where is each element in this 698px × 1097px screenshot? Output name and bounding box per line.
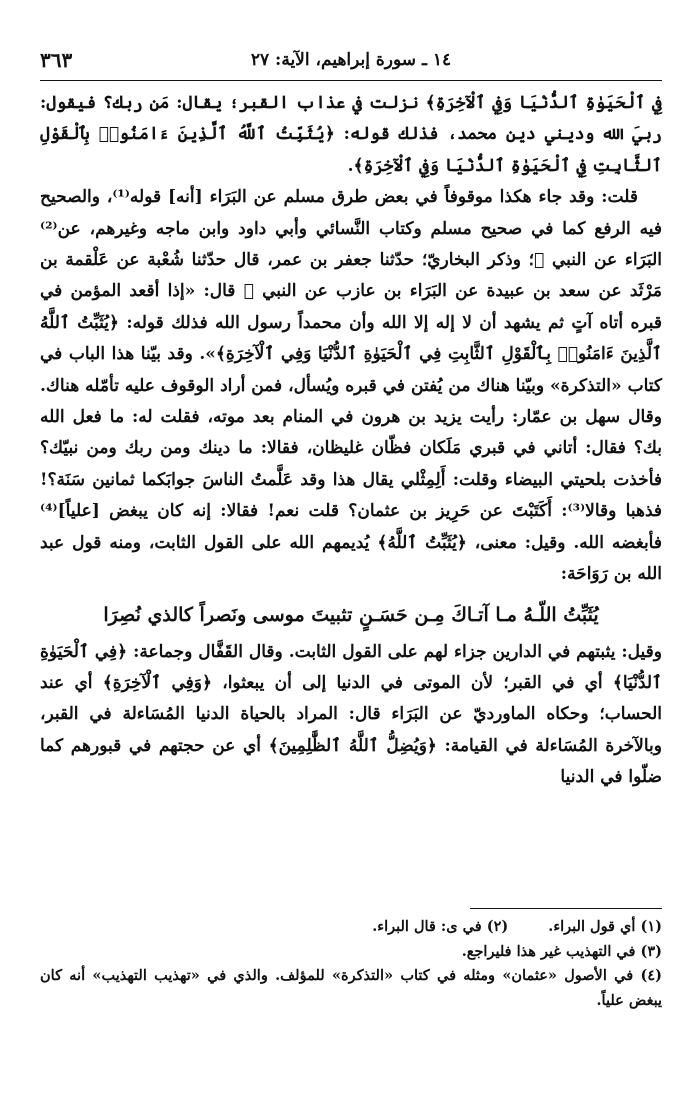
paragraph-1: فِي ٱلْحَيَوٰةِ ٱلدُّنْيَا وَفِي ٱلْآخِرَةِ﴾ نزلت في عذاب القبر؛ يقال: مَن ربك؟ فيقول: ربيَ الله وديني دين محمد، فذلك قوله: ﴿يُثَبِّتُ ٱللَّهُ ٱلَّذِينَ ءَامَنُوا۟ بِٱلْقَوْلِ ٱلثَّابِتِ فِي ٱلْحَيَوٰةِ ٱلدُّنْيَا وَفِي ٱلْآخِرَةِ﴾.: [40, 93, 662, 176]
page-number: ٣٦٣: [40, 48, 73, 72]
paragraph-2: قلت: وقد جاء هكذا موقوفاً في بعض طرق مسلم عن البَرَاء [أنه] قوله⁽¹⁾، والصحيح فيه الرفع كما في صحيح مسلم وكتاب النَّسائي وأبي داود وابن ماجه وغيرهم، عن⁽²⁾ البَرَاء عن النبي ﷺ؛ وذكر البخاريّ؛ حدّثنا جعفر بن عمر، قال حدّثنا شُعْبة عن عَلْقمة بن مَرْثَد عن سعد بن عبيدة عن البَرَاء بن عازب عن النبي ﷺ قال: «إذا أقعد المؤمن في قبره أتاه آتٍ ثم يشهد أن لا إله إلا الله وأن محمداً رسول الله فذلك قوله: ﴿يُثَبِّتُ ٱللَّهُ ٱلَّذِينَ ءَامَنُوا۟ بِٱلْقَوْلِ ٱلثَّابِتِ فِي ٱلْحَيَوٰةِ ٱلدُّنْيَا وَفِي ٱلْآخِرَةِ﴾». وقد بيّنا هذا الباب في كتاب «التذكرة» وبيّنا هناك من يُفتن في قبره ويُسأل، فمن أراد الوقوف عليه تأمّله هناك. وقال سهل بن عمّار: رأيت يزيد بن هرون في المنام بعد موته، فقلت له: ما فعل الله بك؟ فقال: أتاني في قبري مَلَكان فظّان غليظان، فقالا: ما دينك ومن ربك ومن نبيّك؟ فأخذت بلحيتي البيضاء وقلت: أَلِمِثْلي يقال هذا وقد عَلَّمتُ الناسَ جوابَكما ثمانين سَنَة؟! فذهبا وقالا⁽³⁾: أَكَتَبْتَ عن حَرِيز بن عثمان؟ قلت نعم! فقالا: إنه كان يبغض [علياً]⁽⁴⁾ فأبغضه الله. وقيل: معنى، ﴿يُثَبِّتُ ٱللَّهُ﴾ يُديمهم الله على القول الثابت، ومنه قول عبد الله بن رَوَاحَة:: [40, 187, 662, 585]
paragraph-3: وقيل: يثبتهم في الدارين جزاء لهم على القول الثابت. وقال القَفَّال وجماعة: ﴿فِي ٱلْحَيَوٰةِ ٱلدُّنْيَا﴾ أي في القبر؛ لأن الموتى في الدنيا إلى أن يبعثوا، ﴿وَفِي ٱلْآخِرَةِ﴾ أي عند الحساب؛ وحكاه الماورديّ عن البَرَاء قال: المراد بالحياة الدنيا المُسَاءلة في القبر، وبالآخرة المُسَاءلة في القيامة: ﴿وَيُضِلُّ ٱللَّهُ ٱلظَّٰلِمِينَ﴾ أي عن حجتهم في قبورهم كما ضلّوا في الدنيا: [40, 641, 662, 788]
footnote-row: [40, 915, 662, 940]
header-rule: [40, 80, 662, 81]
running-title: ١٤ ـ سورة إبراهيم، الآية: ٢٧: [250, 50, 452, 70]
footnote-3: (٣) في التهذيب غير هذا فليراجع.: [461, 942, 662, 960]
footnote-rule: [470, 908, 662, 909]
footnote-2: (٢) في ى: قال البراء.: [372, 918, 509, 935]
footnote-1: (١) أي قول البراء.: [548, 918, 662, 935]
verse-first-hemistich: يُثَبِّتُ اللّـهُ مـا آتـاكَ مِـن حَسَـنٍ: [359, 603, 599, 626]
page-header: [40, 42, 662, 76]
footnotes: [40, 915, 662, 1013]
footnote-4: (٤) في الأصول «عثمان» ومثله في كتاب «التذكرة» للمؤلف. والذي في «تهذيب التهذيب» أنه كان يبغض علياً.: [40, 967, 662, 1009]
verse-second-hemistich: تثبيتَ موسى ونَصراً كالذي نُصِرَا: [103, 603, 353, 626]
poetry-verse: [40, 591, 662, 637]
main-text: [40, 88, 662, 794]
